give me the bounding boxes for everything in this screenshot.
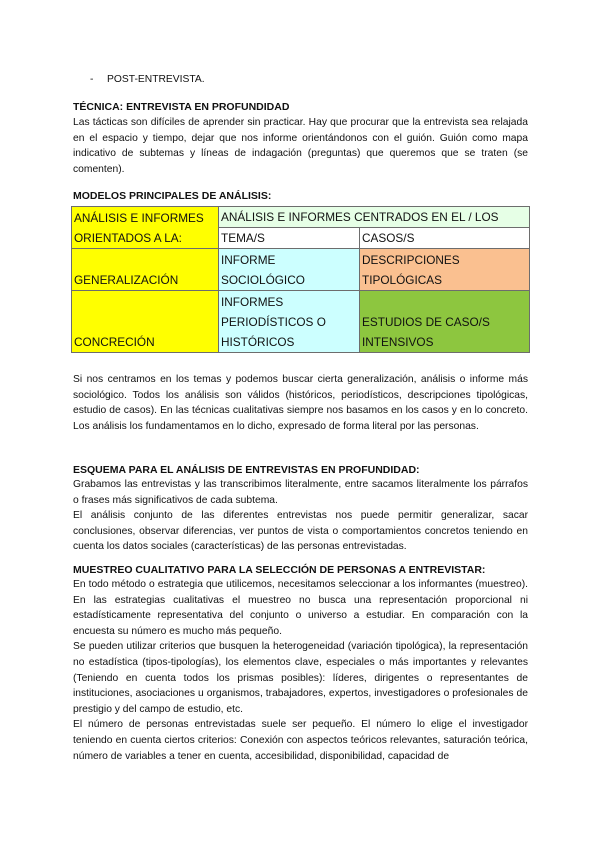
cell-r3c2 xyxy=(219,249,360,291)
bullet-text: POST-ENTREVISTA. xyxy=(107,74,205,85)
cell-r2c3: CASOS/S xyxy=(360,228,530,249)
paragraph-modelos: Si nos centramos en los temas y podemos buscar cierta generalización, análisis o informe más sociológico. Todos los análisis son válidos (históricos, periodísticos, descripciones tipológicas, estudio de casos). En las técnicas cualitativas siempre nos basamos en los casos y en lo concreto. Los análisis los fundamentamos en lo dicho, expresado de forma literal por las personas. xyxy=(73,374,528,432)
cell-r3c1: GENERALIZACIÓN xyxy=(72,249,219,291)
cell-r4c3-text: ESTUDIOS DE CASO/S INTENSIVOS xyxy=(362,315,490,349)
section-modelos-heading xyxy=(73,189,528,203)
heading-esquema: ESQUEMA PARA EL ANÁLISIS DE ENTREVISTAS EN PROFUNDIDAD: xyxy=(73,464,420,476)
cell-r2c1: ORIENTADOS A LA: xyxy=(72,228,219,249)
heading-modelos: MODELOS PRINCIPALES DE ANÁLISIS: xyxy=(73,190,272,202)
heading-tecnica: TÉCNICA: ENTREVISTA EN PROFUNDIDAD xyxy=(73,101,290,113)
bullet-dash: - xyxy=(90,74,94,85)
section-entrevista xyxy=(73,100,528,177)
paragraph-muestreo-1: En todo método o estrategia que utilicemos, necesitamos seleccionar a los informantes (muestreo). En las estrategias cualitativas el muestreo no busca una representación proporcional ni estadísticamente representativa del conjunto o universo a estudiar. En comparación con la encuesta su número es mucho más pequeño. xyxy=(73,579,528,637)
cell-r4c2 xyxy=(219,291,360,353)
analysis-models-table xyxy=(71,206,530,353)
cell-r4c3 xyxy=(360,291,530,353)
bullet-item xyxy=(90,73,205,87)
section-esquema xyxy=(73,463,528,555)
section-modelos-body xyxy=(73,372,528,434)
table-row xyxy=(72,207,530,228)
paragraph-tecnica: Las tácticas son difíciles de aprender sin practicar. Hay que procurar que la entrevista sea relajada en el espacio y tiempo, dejar que nos informe orientándonos con el guión. Guión como mapa indicativo de subtemas y líneas de indagación (preguntas) que queremos que se traten (se comenten). xyxy=(73,117,528,175)
paragraph-esquema-1: Grabamos las entrevistas y las transcribimos literalmente, entre sacamos literalmente los párrafos o frases más significativos de cada subtema. xyxy=(73,479,528,506)
heading-muestreo: MUESTREO CUALITATIVO PARA LA SELECCIÓN DE PERSONAS A ENTREVISTAR: xyxy=(73,564,486,576)
section-muestreo xyxy=(73,563,528,764)
cell-r3c3-text: DESCRIPCIONES TIPOLÓGICAS xyxy=(362,253,460,287)
cell-r1c2: ANÁLISIS E INFORMES CENTRADOS EN EL / LOS xyxy=(219,207,530,228)
cell-r4c1: CONCRECIÓN xyxy=(72,291,219,353)
paragraph-muestreo-2: Se pueden utilizar criterios que busquen la heterogeneidad (variación tipológica), la representación no estadística (tipos-tipologías), los elementos clave, especiales o más importantes y relevantes (Teniendo en cuenta todos los prismas posibles): líderes, dirigentes o representantes de instituciones, asociaciones u organismos, trabajadores, expertos, investigadores o profesionales de prestigio y del campo de estudio, etc. xyxy=(73,641,528,715)
table-row xyxy=(72,291,530,353)
cell-r3c3 xyxy=(360,249,530,291)
paragraph-muestreo-3: El número de personas entrevistadas suele ser pequeño. El número lo elige el investigador teniendo en cuenta ciertos criterios: Conexión con aspectos teóricos relevantes, saturación teórica, número de variables a tener en cuenta, accesibilidad, disponibilidad, capacidad de xyxy=(73,719,528,762)
cell-r1c1: ANÁLISIS E INFORMES xyxy=(72,207,219,228)
cell-r3c2-text: INFORME SOCIOLÓGICO xyxy=(221,253,305,287)
cell-r2c2: TEMA/S xyxy=(219,228,360,249)
table-row xyxy=(72,228,530,249)
cell-r4c2-text: INFORMES PERIODÍSTICOS O HISTÓRICOS xyxy=(221,295,326,349)
paragraph-esquema-2: El análisis conjunto de las diferentes entrevistas nos puede permitir generalizar, sacar conclusiones, observar diferencias, ver puntos de vista o comportamientos concretos teniendo en cuenta los datos sociales (características) de las personas entrevistadas. xyxy=(73,510,528,553)
table-row xyxy=(72,249,530,291)
